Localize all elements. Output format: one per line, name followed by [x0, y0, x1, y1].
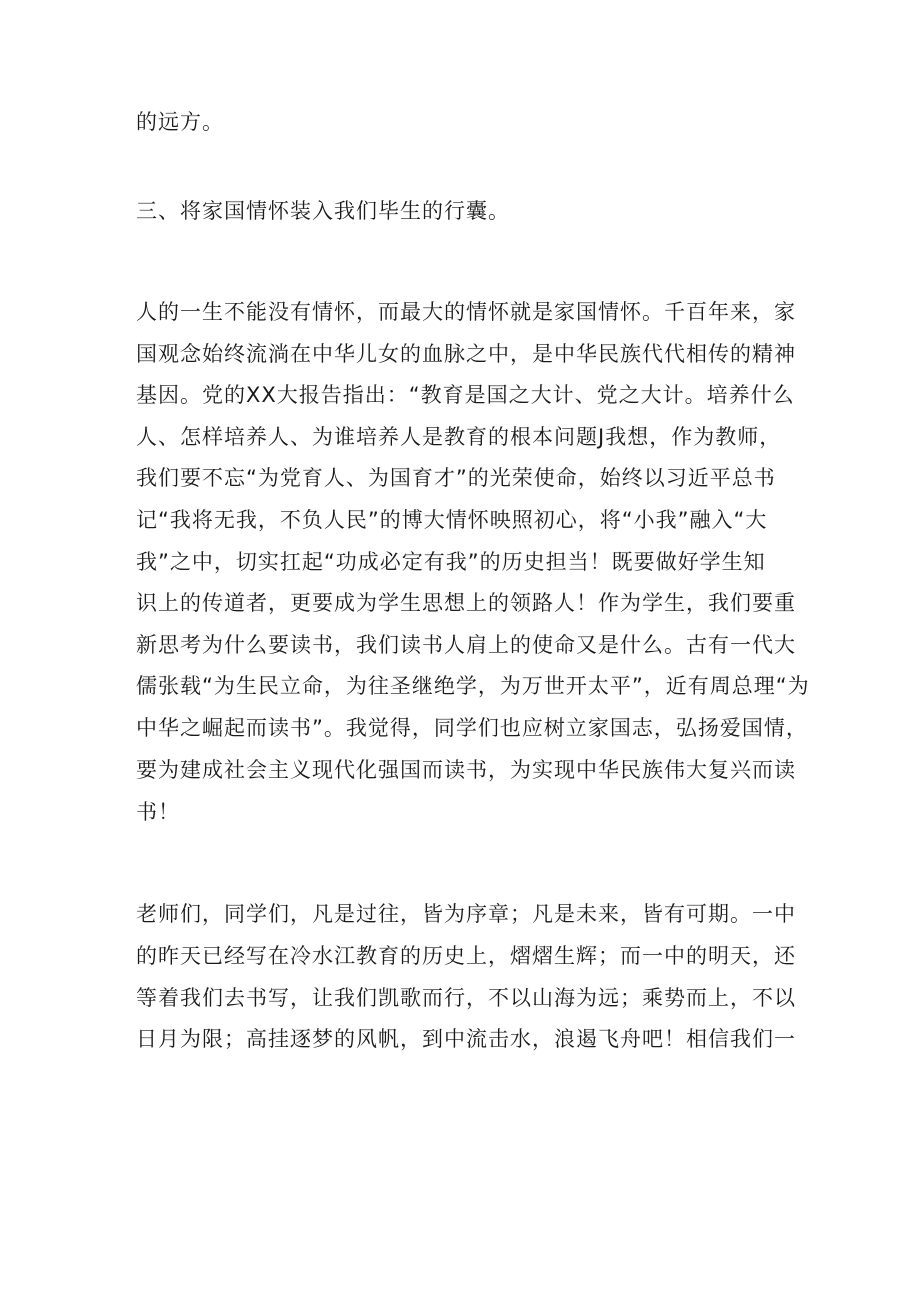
paragraph-line: 等着我们去书写，让我们凯歌而行，不以山海为远；乘势而上，不以	[136, 986, 796, 1010]
paragraph-line: 的远方。	[136, 110, 224, 134]
paragraph-line: 基因。党的XX大报告指出：“教育是国之大计、党之大计。培养什么	[136, 383, 795, 407]
paragraph-line: 儒张载“为生民立命，为往圣继绝学，为万世开太平”，近有周总理“为	[136, 674, 810, 698]
paragraph-line: 老师们，同学们，凡是过往，皆为序章；凡是未来，皆有可期。一中	[136, 902, 796, 926]
paragraph-line: 的昨天已经写在冷水江教育的历史上，熠熠生辉；而一中的明天，还	[136, 944, 796, 968]
paragraph-line: 我们要不忘“为党育人、为国育才”的光荣使命，始终以习近平总书	[136, 466, 776, 490]
paragraph-line: 记“我将无我，不负人民”的博大情怀映照初心，将“小我”融入“大	[136, 508, 768, 532]
paragraph-line: 书！	[136, 800, 180, 824]
paragraph-line: 国观念始终流淌在中华儿女的血脉之中，是中华民族代代相传的精神	[136, 342, 796, 366]
paragraph-line: 我”之中，切实扛起“功成必定有我”的历史担当！既要做好学生知	[136, 550, 766, 574]
paragraph-line: 日月为限；高挂逐梦的风帆，到中流击水，浪遏飞舟吧！相信我们一	[136, 1027, 796, 1051]
paragraph-line: 识上的传道者，更要成为学生思想上的领路人！作为学生，我们要重	[136, 591, 796, 615]
paragraph-line: 人、怎样培养人、为谁培养人是教育的根本问题J我想，作为教师，	[136, 425, 782, 449]
paragraph-line: 中华之崛起而读书”。我觉得，同学们也应树立家国志，弘扬爱国情，	[136, 716, 808, 740]
paragraph-line: 新思考为什么要读书，我们读书人肩上的使命又是什么。古有一代大	[136, 633, 796, 657]
paragraph-line: 要为建成社会主义现代化强国而读书，为实现中华民族伟大复兴而读	[136, 758, 796, 782]
section-heading: 三、将家国情怀装入我们毕生的行囊。	[136, 199, 510, 223]
paragraph-line: 人的一生不能没有情怀，而最大的情怀就是家国情怀。千百年来，家	[136, 300, 796, 324]
